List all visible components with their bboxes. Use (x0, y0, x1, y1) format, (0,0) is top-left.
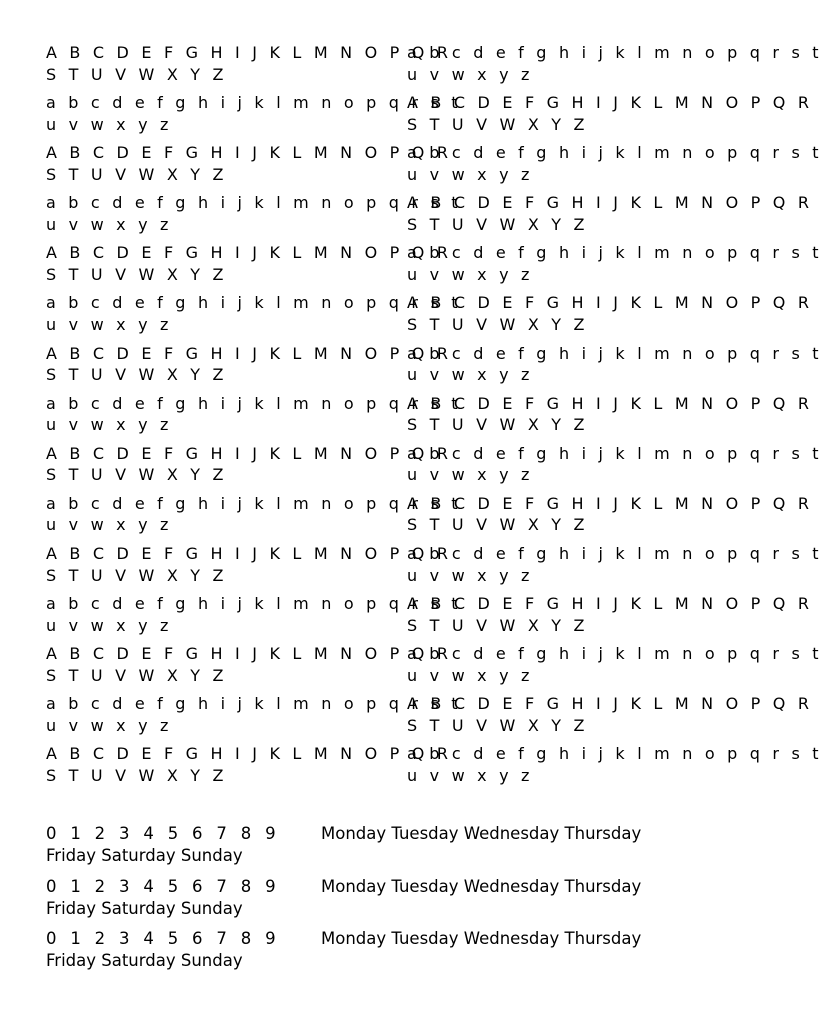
lowercase-alphabet-block (407, 42, 822, 92)
digits-line: 0 1 2 3 4 5 6 7 8 9 (46, 824, 280, 843)
weekdays-line: Monday Tuesday Wednesday Thursday (321, 876, 642, 896)
alphabet-line-1: A B C D E F G H I J K L M N O P Q R (46, 543, 452, 563)
uppercase-alphabet-block (407, 292, 813, 342)
alphabet-line-1: A B C D E F G H I J K L M N O P Q R (407, 393, 813, 413)
alphabet-line-1: a b c d e f g h i j k l m n o p q r s t (407, 443, 822, 463)
alphabet-line-1: a b c d e f g h i j k l m n o p q r s t (46, 93, 462, 113)
lowercase-alphabet-block (46, 693, 462, 743)
alphabet-line-2: S T U V W X Y Z (46, 665, 228, 685)
alphabet-line-2: u v w x y z (46, 415, 173, 435)
alphabet-line-1: A B C D E F G H I J K L M N O P Q R (407, 694, 813, 714)
numbers-days-row (46, 823, 746, 876)
lowercase-alphabet-block (46, 493, 462, 543)
alphabet-line-1: a b c d e f g h i j k l m n o p q r s t (407, 43, 822, 62)
alphabet-line-2: u v w x y z (46, 615, 173, 635)
alphabet-line-1: A B C D E F G H I J K L M N O P Q R (407, 93, 813, 113)
lowercase-alphabet-block (46, 192, 462, 242)
uppercase-alphabet-block (46, 543, 452, 593)
alphabet-line-1: a b c d e f g h i j k l m n o p q r s t (46, 393, 462, 413)
alphabet-line-2: S T U V W X Y Z (407, 415, 589, 435)
alphabet-line-1: A B C D E F G H I J K L M N O P Q R (407, 594, 813, 614)
alphabet-line-2: u v w x y z (46, 315, 173, 335)
lowercase-alphabet-block (46, 292, 462, 342)
alphabet-line-1: A B C D E F G H I J K L M N O P Q R (407, 193, 813, 213)
uppercase-alphabet-block (46, 643, 452, 693)
alphabet-line-2: S T U V W X Y Z (46, 365, 228, 385)
alphabet-line-2: S T U V W X Y Z (46, 264, 228, 284)
lowercase-alphabet-block (407, 443, 822, 493)
uppercase-alphabet-block (407, 393, 813, 443)
alphabet-line-1: A B C D E F G H I J K L M N O P Q R (46, 43, 452, 62)
lowercase-alphabet-block (46, 393, 462, 443)
uppercase-alphabet-block (407, 192, 813, 242)
alphabet-line-2: S T U V W X Y Z (407, 615, 589, 635)
weekdays-line: Monday Tuesday Wednesday Thursday (321, 929, 642, 948)
uppercase-alphabet-block (407, 92, 813, 142)
alphabet-line-1: a b c d e f g h i j k l m n o p q r s t (407, 343, 822, 363)
alphabet-line-2: u v w x y z (407, 665, 534, 685)
alphabet-line-1: A B C D E F G H I J K L M N O P Q R (46, 443, 452, 463)
alphabet-line-2: u v w x y z (46, 114, 173, 134)
alphabet-line-2: S T U V W X Y Z (46, 465, 228, 485)
lowercase-alphabet-block (46, 92, 462, 142)
alphabet-line-2: u v w x y z (407, 264, 534, 284)
weekdays-line: Monday Tuesday Wednesday Thursday (321, 824, 642, 843)
alphabet-line-1: A B C D E F G H I J K L M N O P Q R (407, 493, 813, 513)
alphabet-line-1: A B C D E F G H I J K L M N O P Q R (46, 343, 452, 363)
alphabet-line-1: a b c d e f g h i j k l m n o p q r s t (407, 543, 822, 563)
alphabet-line-1: A B C D E F G H I J K L M N O P Q R (46, 243, 452, 263)
alphabet-line-2: S T U V W X Y Z (46, 765, 228, 785)
digits-line: 0 1 2 3 4 5 6 7 8 9 (46, 876, 280, 896)
alphabet-line-1: a b c d e f g h i j k l m n o p q r s t (46, 193, 462, 213)
lowercase-alphabet-block (407, 343, 822, 393)
alphabet-line-2: u v w x y z (407, 565, 534, 585)
alphabet-line-2: S T U V W X Y Z (46, 565, 228, 585)
alphabet-line-2: u v w x y z (46, 515, 173, 535)
weekend-line: Friday Saturday Sunday (46, 898, 243, 918)
alphabet-line-2: u v w x y z (407, 765, 534, 785)
alphabet-line-2: u v w x y z (407, 64, 534, 84)
alphabet-line-2: S T U V W X Y Z (407, 315, 589, 335)
uppercase-alphabet-block (46, 242, 452, 292)
alphabet-line-2: S T U V W X Y Z (46, 64, 228, 84)
digits-line: 0 1 2 3 4 5 6 7 8 9 (46, 929, 280, 948)
alphabet-line-1: A B C D E F G H I J K L M N O P Q R (46, 143, 452, 163)
alphabet-line-1: A B C D E F G H I J K L M N O P Q R (407, 293, 813, 313)
alphabet-line-1: a b c d e f g h i j k l m n o p q r s t (46, 293, 462, 313)
alphabet-line-1: a b c d e f g h i j k l m n o p q r s t (407, 243, 822, 263)
uppercase-alphabet-block (407, 693, 813, 743)
alphabet-line-2: u v w x y z (46, 214, 173, 234)
alphabet-line-1: a b c d e f g h i j k l m n o p q r s t (46, 694, 462, 714)
uppercase-alphabet-block (46, 142, 452, 192)
weekend-line: Friday Saturday Sunday (46, 846, 243, 865)
alphabet-line-1: A B C D E F G H I J K L M N O P Q R (46, 644, 452, 664)
alphabet-line-1: a b c d e f g h i j k l m n o p q r s t (407, 744, 822, 764)
lowercase-alphabet-block (407, 743, 822, 793)
alphabet-grid (46, 42, 822, 793)
uppercase-alphabet-block (46, 343, 452, 393)
alphabet-line-1: a b c d e f g h i j k l m n o p q r s t (407, 644, 822, 664)
alphabet-line-1: A B C D E F G H I J K L M N O P Q R (46, 744, 452, 764)
alphabet-line-1: a b c d e f g h i j k l m n o p q r s t (407, 143, 822, 163)
lowercase-alphabet-block (407, 142, 822, 192)
alphabet-line-1: a b c d e f g h i j k l m n o p q r s t (46, 594, 462, 614)
lowercase-alphabet-block (46, 593, 462, 643)
numbers-and-days-section (46, 823, 746, 981)
uppercase-alphabet-block (46, 443, 452, 493)
lowercase-alphabet-block (407, 643, 822, 693)
alphabet-line-2: u v w x y z (407, 465, 534, 485)
uppercase-alphabet-block (407, 493, 813, 543)
alphabet-line-2: u v w x y z (46, 715, 173, 735)
lowercase-alphabet-block (407, 242, 822, 292)
alphabet-line-2: S T U V W X Y Z (407, 715, 589, 735)
numbers-days-row (46, 876, 746, 929)
alphabet-line-2: S T U V W X Y Z (407, 114, 589, 134)
uppercase-alphabet-block (46, 42, 452, 92)
weekend-line: Friday Saturday Sunday (46, 951, 243, 970)
alphabet-line-1: a b c d e f g h i j k l m n o p q r s t (46, 493, 462, 513)
numbers-days-row (46, 928, 746, 981)
alphabet-line-2: S T U V W X Y Z (407, 214, 589, 234)
alphabet-line-2: S T U V W X Y Z (407, 515, 589, 535)
uppercase-alphabet-block (46, 743, 452, 793)
lowercase-alphabet-block (407, 543, 822, 593)
alphabet-line-2: u v w x y z (407, 365, 534, 385)
alphabet-line-2: u v w x y z (407, 164, 534, 184)
alphabet-line-2: S T U V W X Y Z (46, 164, 228, 184)
uppercase-alphabet-block (407, 593, 813, 643)
